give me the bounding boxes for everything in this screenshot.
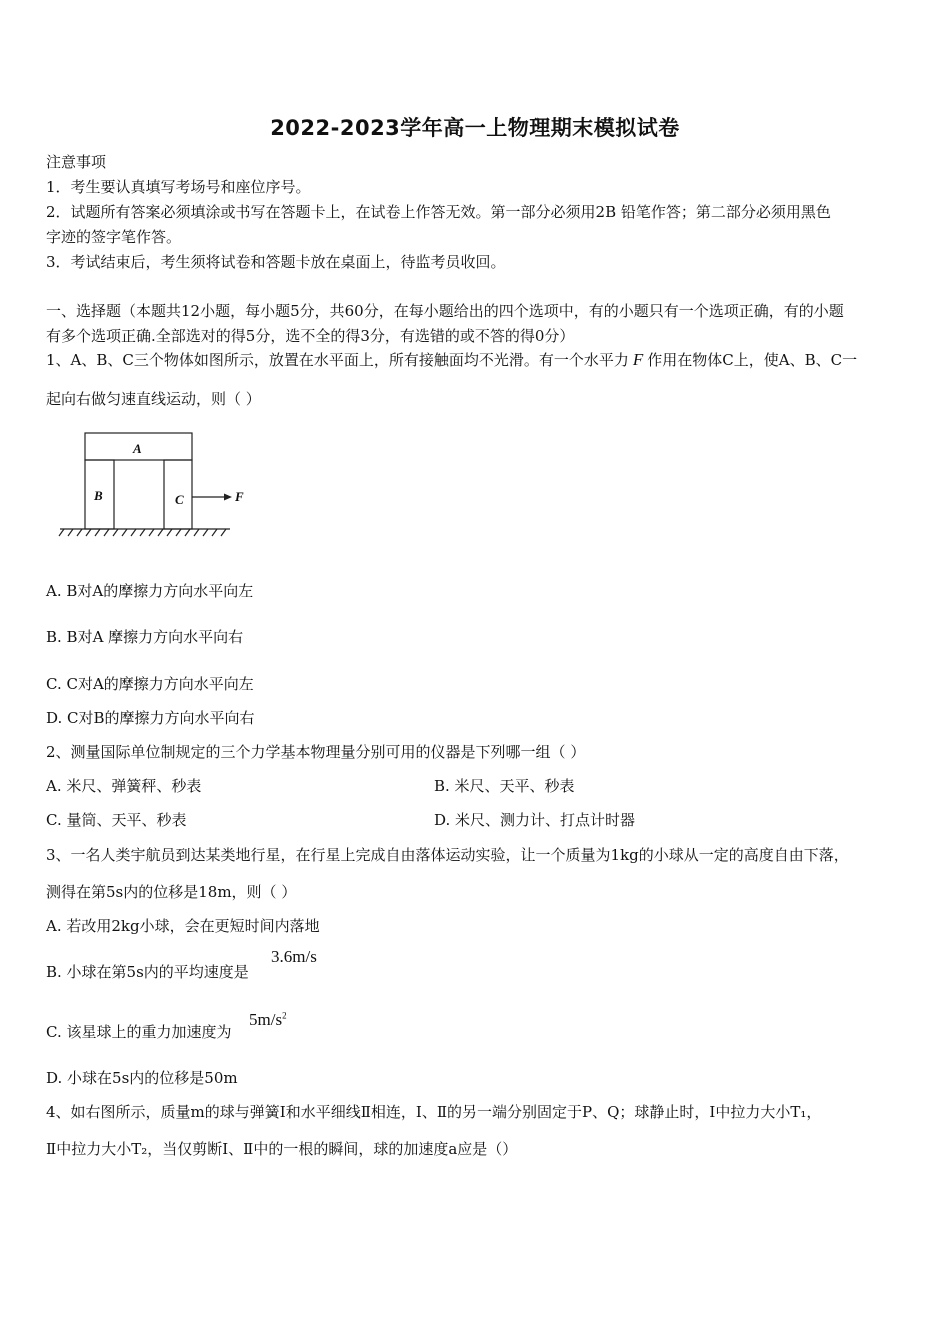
q1-option-a: A. B对A的摩擦力方向水平向左 xyxy=(46,582,254,600)
label-b: B xyxy=(94,488,103,503)
notice-item-1: 1．考生要认真填写考场号和座位序号。 xyxy=(46,178,311,196)
notice-heading: 注意事项 xyxy=(46,153,107,171)
q3-option-d: D. 小球在5s内的位移是50m xyxy=(46,1069,238,1087)
label-c: C xyxy=(175,492,184,507)
q2-option-b: B. 米尺、天平、秒表 xyxy=(434,777,575,795)
q1-stem-line1 xyxy=(46,350,857,370)
q1-stem-part2: 作用在物体C上，使A、B、C一 xyxy=(647,351,858,369)
q3-option-c-exponent: 2 xyxy=(282,1010,287,1021)
force-arrow-head xyxy=(224,494,232,501)
notice-item-2-cont: 字迹的签字笔作答。 xyxy=(46,228,182,246)
section-heading-line1: 一、选择题（本题共12小题，每小题5分，共60分，在每小题给出的四个选项中，有的小题只有一个选项正确，有的小题 xyxy=(46,302,844,320)
q3-option-c-value xyxy=(249,1010,287,1030)
q2-option-c: C. 量筒、天平、秒表 xyxy=(46,811,187,829)
notice-item-3: 3．考试结束后，考生须将试卷和答题卡放在桌面上，待监考员收回。 xyxy=(46,253,506,271)
q3-option-c-text: C. 该星球上的重力加速度为 xyxy=(46,1023,232,1041)
q3-option-b-value: 3.6m/s xyxy=(271,947,317,966)
q2-option-d: D. 米尺、测力计、打点计时器 xyxy=(434,811,636,829)
q3-stem-line2: 测得在第5s内的位移是18m，则（ ） xyxy=(46,883,297,901)
ground-hatching xyxy=(59,529,226,536)
q1-stem-line2: 起向右做匀速直线运动，则（ ） xyxy=(46,390,261,408)
q4-stem-line2: Ⅱ中拉力大小T₂，当仅剪断Ⅰ、Ⅱ中的一根的瞬间，球的加速度a应是（） xyxy=(46,1140,518,1158)
q2-stem: 2、测量国际单位制规定的三个力学基本物理量分别可用的仪器是下列哪一组（ ） xyxy=(46,743,586,761)
q1-force-symbol: F xyxy=(632,350,644,369)
q1-option-b: B. B对A 摩擦力方向水平向右 xyxy=(46,628,244,646)
label-a: A xyxy=(133,441,142,456)
q1-option-d: D. C对B的摩擦力方向水平向右 xyxy=(46,709,255,727)
q3-option-c-unit: 5m/s xyxy=(249,1010,283,1029)
notice-item-2: 2．试题所有答案必须填涂或书写在答题卡上，在试卷上作答无效。第一部分必须用2B 铅笔作答；第二部分必须用黑色 xyxy=(46,203,831,221)
q3-stem-line1: 3、一名人类宇航员到达某类地行星，在行星上完成自由落体运动实验，让一个质量为1kg的小球从一定的高度自由下落， xyxy=(46,846,849,864)
q1-figure xyxy=(56,428,256,540)
q3-option-a: A. 若改用2kg小球，会在更短时间内落地 xyxy=(46,917,320,935)
q3-option-b-text: B. 小球在第5s内的平均速度是 xyxy=(46,963,249,981)
label-f: F xyxy=(235,489,244,504)
q1-stem-part1: 1、A、B、C三个物体如图所示，放置在水平面上，所有接触面均不光滑。有一个水平力 xyxy=(46,351,629,369)
q4-stem-line1: 4、如右图所示，质量m的球与弹簧Ⅰ和水平细线Ⅱ相连，Ⅰ、Ⅱ的另一端分别固定于P、Q；球静止时，Ⅰ中拉力大小T₁， xyxy=(46,1103,822,1121)
q1-option-c: C. C对A的摩擦力方向水平向左 xyxy=(46,675,254,693)
section-heading-line2: 有多个选项正确.全部选对的得5分，选不全的得3分，有选错的或不答的得0分） xyxy=(46,327,575,345)
q2-option-a: A. 米尺、弹簧秤、秒表 xyxy=(46,777,202,795)
page-title: 2022-2023学年高一上物理期末模拟试卷 xyxy=(270,116,680,140)
